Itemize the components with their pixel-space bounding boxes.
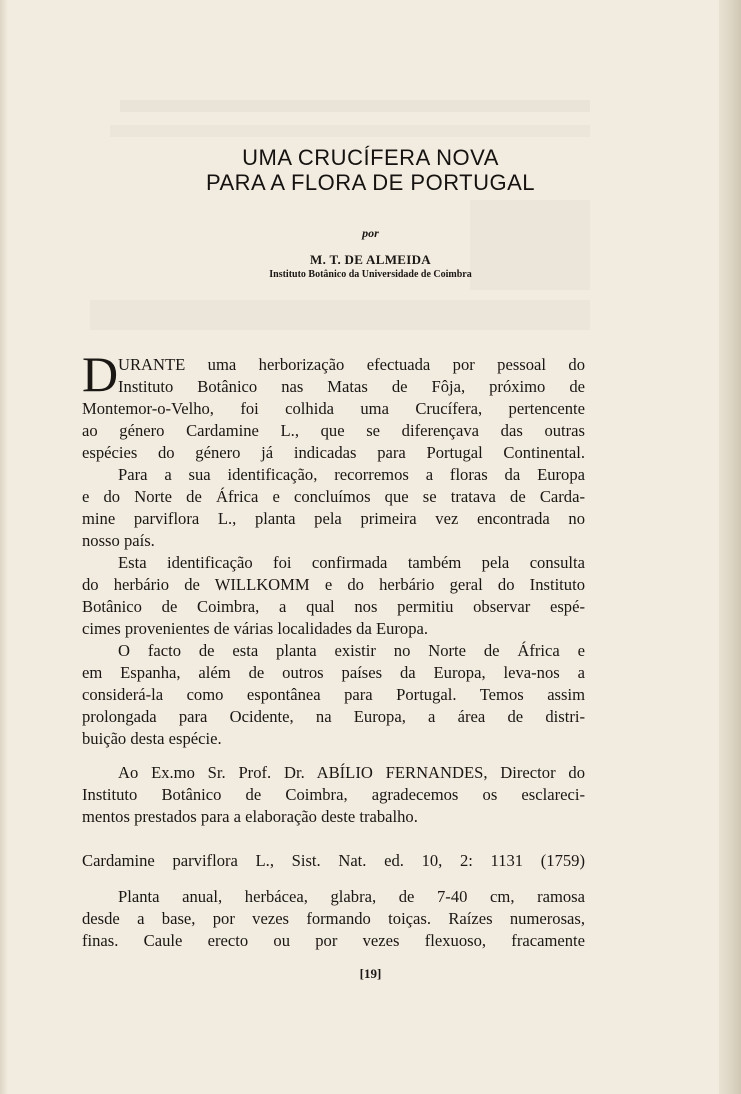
paragraph-1-line-4: ao género Cardamine L., que se diferençava das outras [82,421,585,440]
paragraph-2-line-4: nosso país. [82,531,155,550]
paragraph-3-line-4: cimes provenientes de várias localidades da Europa. [82,619,429,638]
acknowledgement-line-2: Instituto Botânico de Coimbra, agradecemos os esclareci- [82,785,585,804]
paragraph-1-line-1: URANTE uma herborização efectuada por pessoal do [118,355,585,374]
description-line-2: desde a base, por vezes formando toiças. Raízes numerosas, [82,909,585,928]
acknowledgement-line-3: mentos prestados para a elaboração deste trabalho. [82,807,418,826]
paragraph-1-line-5: espécies do género já indicadas para Portugal Continental. [82,443,585,462]
paragraph-1-line-2: Instituto Botânico nas Matas de Fôja, próximo de [118,377,585,396]
description-line-1: Planta anual, herbácea, glabra, de 7-40 cm, ramosa [118,887,585,906]
paragraph-4-line-5: buição desta espécie. [82,729,222,748]
show-through-band [120,100,590,112]
article-title-line-2: PARA A FLORA DE PORTUGAL [205,170,536,195]
paragraph-2-line-2: e do Norte de África e concluímos que se tratava de Carda- [82,487,585,506]
paragraph-4-line-1: O facto de esta planta existir no Norte de África e [118,641,585,660]
paragraph-4-line-2: em Espanha, além de outros países da Europa, leva-nos a [82,663,585,682]
paragraph-4-line-3: considerá-la como espontânea para Portugal. Temos assim [82,685,585,704]
paragraph-3-line-2: do herbário de WILLKOMM e do herbário geral do Instituto [82,575,585,594]
description-line-3: finas. Caule erecto ou por vezes flexuoso, fracamente [82,931,585,950]
paragraph-3-line-1: Esta identificação foi confirmada também pela consulta [118,553,585,572]
species-heading: Cardamine parviflora L., Sist. Nat. ed. 10, 2: 1131 (1759) [82,851,585,870]
page-number: [19] [359,966,382,981]
drop-cap: D [82,346,119,402]
paragraph-2-line-3: mine parviflora L., planta pela primeira vez encontrada no [82,509,585,528]
paragraph-4-line-4: prolongada para Ocidente, na Europa, a área de distri- [82,707,585,726]
byline-por: por [362,226,379,240]
author-affiliation: Instituto Botânico da Universidade de Coimbra [269,269,472,280]
show-through-band [110,125,590,137]
author-name: M. T. DE ALMEIDA [310,252,431,267]
acknowledgement-line-1: Ao Ex.mo Sr. Prof. Dr. ABÍLIO FERNANDES, Director do [118,763,585,782]
paragraph-2-line-1: Para a sua identificação, recorremos a floras da Europa [118,465,585,484]
paragraph-1-line-3: Montemor-o-Velho, foi colhida uma Crucífera, pertencente [82,399,585,418]
article-title-line-1: UMA CRUCÍFERA NOVA [242,145,499,170]
show-through-band [90,300,590,330]
paragraph-3-line-3: Botânico de Coimbra, a qual nos permitiu observar espé- [82,597,585,616]
